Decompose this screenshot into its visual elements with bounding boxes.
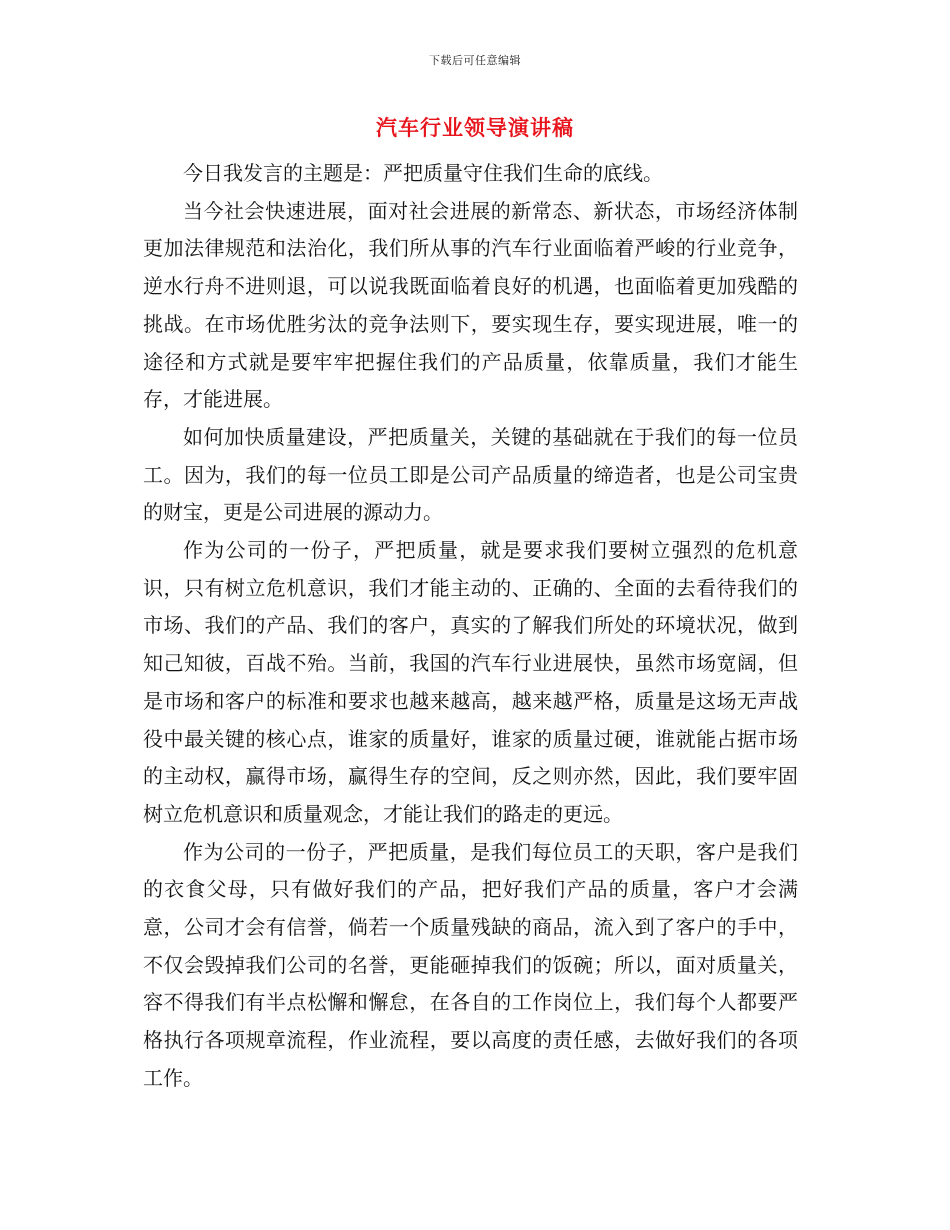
- paragraph-context: 当今社会快速进展，面对社会进展的新常态、新状态，市场经济体制更加法律规范和法治化，我们所从事的汽车行业面临着严峻的行业竞争，逆水行舟不进则退，可以说我既面临着良好的机遇，也面临着更加残酷的挑战。在市场优胜劣汰的竞争法则下，要实现生存，要实现进展，唯一的途径和方式就是要牢牢把握住我们的产品质量，依靠质量，我们才能生存，才能进展。: [143, 198, 798, 412]
- paragraph-duty: 作为公司的一份子，严把质量，是我们每位员工的天职，客户是我们的衣食父母，只有做好我们的产品，把好我们产品的质量，客户才会满意，公司才会有信誉，倘若一个质量残缺的商品，流入到了客户的手中，不仅会毁掉我们公司的名誉，更能砸掉我们的饭碗；所以，面对质量关，容不得我们有半点松懈和懈怠，在各自的工作岗位上，我们每个人都要严格执行各项规章流程，作业流程，要以高度的责任感，去做好我们的各项工作。: [143, 839, 798, 1090]
- paragraph-intro: 今日我发言的主题是：严把质量守住我们生命的底线。: [183, 161, 663, 185]
- document-title: 汽车行业领导演讲稿: [376, 115, 574, 140]
- header-note: 下载后可任意编辑: [429, 54, 521, 67]
- document-body: [143, 155, 798, 1098]
- paragraph-employees: 如何加快质量建设，严把质量关，关键的基础就在于我们的每一位员工。因为，我们的每一位员工即是公司产品质量的缔造者，也是公司宝贵的财宝，更是公司进展的源动力。: [143, 424, 798, 525]
- paragraph-crisis-awareness: 作为公司的一份子，严把质量，就是要求我们要树立强烈的危机意识，只有树立危机意识，我们才能主动的、正确的、全面的去看待我们的市场、我们的产品、我们的客户，真实的了解我们所处的环境状况，做到知己知彼，百战不殆。当前，我国的汽车行业进展快，虽然市场宽阔，但是市场和客户的标准和要求也越来越高，越来越严格，质量是这场无声战役中最关键的核心点，谁家的质量好，谁家的质量过硬，谁就能占据市场的主动权，赢得市场，赢得生存的空间，反之则亦然，因此，我们要牢固树立危机意识和质量观念，才能让我们的路走的更远。: [143, 538, 798, 826]
